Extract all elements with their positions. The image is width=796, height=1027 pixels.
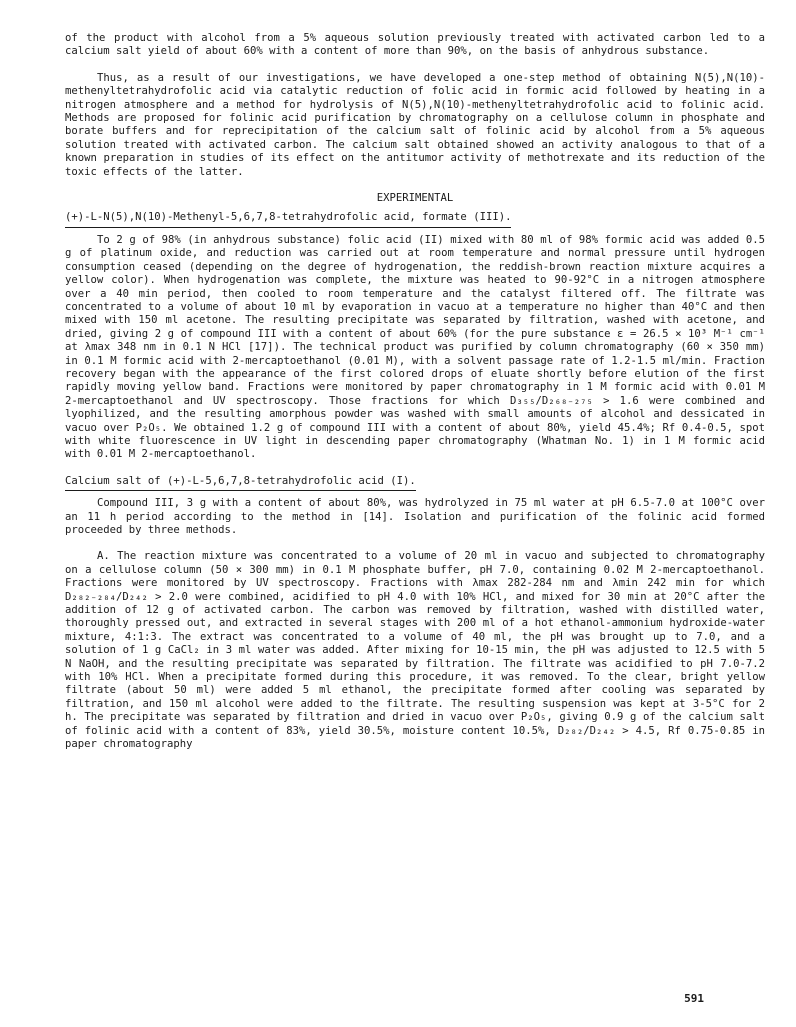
spacer	[65, 537, 765, 550]
spacer	[65, 179, 765, 192]
paragraph-continuation: of the product with alcohol from a 5% aqueous solution previously treated with activated carbon led to a calcium salt yield of about 60% with a content of more than 90%, on the basis of anhydrous substance.	[65, 32, 765, 58]
subheading-calcium-salt: Calcium salt of (+)-L-5,6,7,8-tetrahydrofolic acid (I).	[65, 475, 416, 491]
spacer	[65, 462, 765, 475]
subheading-compound-iii: (+)-L-N(5),N(10)-Methenyl-5,6,7,8-tetrahydrofolic acid, formate (III).	[65, 211, 511, 227]
paragraph-summary: Thus, as a result of our investigations, we have developed a one-step method of obtaining N(5),N(10)-methenyltetrahydrofolic acid via catalytic reduction of folic acid in formic acid followed by heating in a nitrogen atmosphere and a method for hydrolysis of N(5),N(10)-methenyltetrahydrofolic acid to folinic acid. Methods are proposed for folinic acid purification by chromatography on a cellulose column in phosphate and borate buffers and for reprecipitation of the calcium salt of folinic acid by alcohol from a 5% aqueous solution treated with activated carbon. The calcium salt obtained showed an activity analogous to that of a known preparation in studies of its effect on the antitumor activity of methotrexate and its reduction of the toxic effects of the latter.	[65, 71, 765, 178]
paragraph-method-a: A. The reaction mixture was concentrated to a volume of 20 ml in vacuo and subjected to chromatography on a cellulose column (50 × 300 mm) in 0.1 M phosphate buffer, pH 7.0, containing 0.02 M 2-mercaptoethanol. Fractions were monitored by UV spectroscopy. Fractions with λmax 282-284 nm and λmin 242 min for which D₂₈₂₋₂₈₄/D₂₄₂ > 2.0 were combined, acidified to pH 4.0 with 10% HCl, and mixed for 30 min at 20°C after the addition of 12 g of activated carbon. The carbon was removed by filtration, washed with distilled water, thoroughly pressed out, and extracted in several stages with 200 ml of a hot ethanol-ammonium hydroxide-water mixture, 4:1:3. The extract was concentrated to a volume of 40 ml, the pH was brought up to 7.0, and a solution of 1 g CaCl₂ in 3 ml water was added. After mixing for 10-15 min, the pH was adjusted to 12.5 with 5 N NaOH, and the resulting precipitate was separated by filtration. The filtrate was acidified to pH 7.0-7.2 with 10% HCl. When a precipitate formed during this procedure, it was removed. To the clear, bright yellow filtrate (about 50 ml) were added 5 ml ethanol, the precipitate formed after cooling was separated by filtration, and 150 ml alcohol were added to the filtrate. The resulting suspension was kept at 3-5°C for 2 h. The precipitate was separated by filtration and dried in vacuo over P₂O₅, giving 0.9 g of the calcium salt of folinic acid with a content of 83%, yield 30.5%, moisture content 10.5%, D₂₈₂/D₂₄₂ > 4.5, Rf 0.75-0.85 in paper chromatography	[65, 550, 765, 751]
spacer	[65, 59, 765, 72]
paragraph-hydrolysis: Compound III, 3 g with a content of about 80%, was hydrolyzed in 75 ml water at pH 6.5-7.0 at 100°C over an 11 h period according to the method in [14]. Isolation and purification of the folinic acid formed proceeded by three methods.	[65, 497, 765, 536]
document-page	[65, 32, 765, 752]
paragraph-compound-iii-procedure: To 2 g of 98% (in anhydrous substance) folic acid (II) mixed with 80 ml of 98% formic acid was added 0.5 g of platinum oxide, and reduction was carried out at room temperature and normal pressure until hydrogen consumption ceased (depending on the degree of hydrogenation, the reddish-brown reaction mixture acquires a yellow color). When hydrogenation was complete, the mixture was heated to 90-92°C in a nitrogen atmosphere over a 40 min period, then cooled to room temperature and the catalyst filtered off. The filtrate was concentrated to a volume of about 10 ml by evaporation in vacuo at a temperature no higher than 40°C and then mixed with 150 ml acetone. The resulting precipitate was separated by filtration, washed with acetone, and dried, giving 2 g of compound III with a content of about 60% (for the pure substance ε = 26.5 × 10³ M⁻¹ cm⁻¹ at λmax 348 nm in 0.1 N HCl [17]). The technical product was purified by column chromatography (60 × 350 mm) in 0.1 M formic acid with 2-mercaptoethanol (0.01 M), with a solvent passage rate of 1.2-1.5 ml/min. Fraction recovery began with the appearance of the first colored drops of eluate shortly before elution of the first rapidly moving yellow band. Fractions were monitored by paper chromatography in 1 M formic acid with 0.01 M 2-mercaptoethanol and UV spectroscopy. Those fractions for which D₃₅₅/D₂₆₈₋₂₇₅ > 1.6 were combined and lyophilized, and the resulting amorphous powder was washed with small amounts of alcohol and dessicated in vacuo over P₂O₅. We obtained 1.2 g of compound III with a content of about 80%, yield 45.4%; Rf 0.4-0.5, spot with white fluorescence in UV light in descending paper chromatography (Whatman No. 1) in 1 M formic acid with 0.01 M 2-mercaptoethanol.	[65, 233, 765, 461]
page-number: 591	[684, 992, 704, 1005]
section-title-experimental: EXPERIMENTAL	[376, 192, 454, 205]
